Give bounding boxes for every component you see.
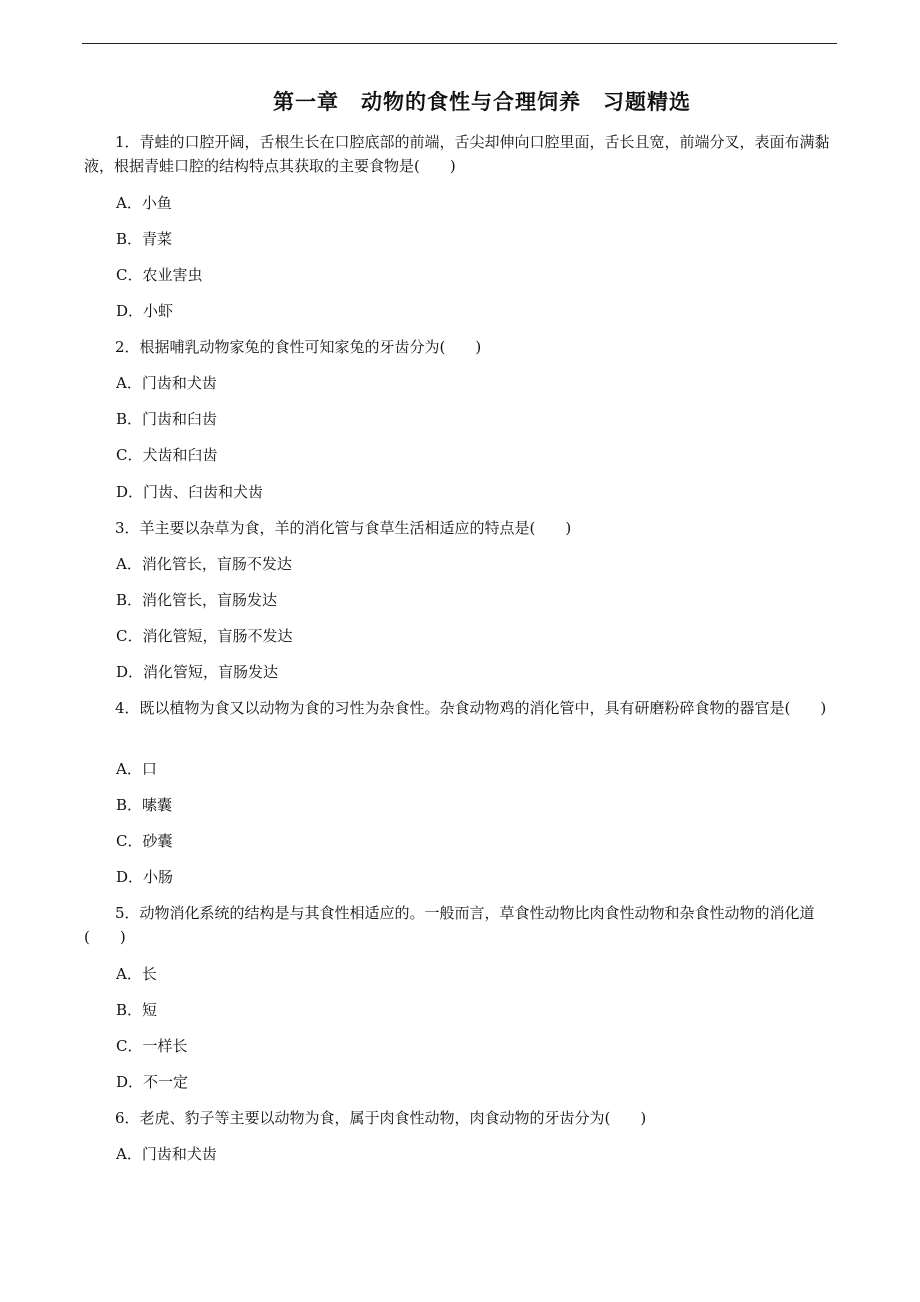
question-1-option-a: A．小鱼 bbox=[116, 194, 172, 212]
question-4-option-c: C．砂囊 bbox=[116, 832, 173, 850]
page-title: 第一章 动物的食性与合理饲养 习题精选 bbox=[273, 90, 691, 114]
question-1-option-d: D．小虾 bbox=[116, 302, 174, 320]
question-4-option-b: B．嗉囊 bbox=[116, 796, 173, 814]
question-5-option-b: B．短 bbox=[116, 1001, 158, 1019]
question-2-option-c: C．犬齿和臼齿 bbox=[116, 446, 218, 464]
question-2-option-a: A．门齿和犬齿 bbox=[116, 374, 217, 392]
question-5-option-a: A．长 bbox=[116, 965, 157, 983]
question-3-option-a: A．消化管长，盲肠不发达 bbox=[116, 555, 292, 573]
question-4-text: 4．既以植物为食又以动物为食的习性为杂食性。杂食动物鸡的消化管中，具有研磨粉碎食物的器官是( ) bbox=[115, 699, 827, 717]
question-6-option-a: A．门齿和犬齿 bbox=[116, 1145, 217, 1163]
question-5-text: 5．动物消化系统的结构是与其食性相适应的。一般而言，草食性动物比肉食性动物和杂食性动物的消化道( ) bbox=[84, 904, 815, 946]
question-5-option-c: C．一样长 bbox=[116, 1037, 188, 1055]
question-5-option-d: D．不一定 bbox=[116, 1073, 189, 1091]
header-rule bbox=[82, 43, 837, 44]
question-3-option-b: B．消化管长，盲肠发达 bbox=[116, 591, 278, 609]
question-2-option-b: B．门齿和臼齿 bbox=[116, 410, 218, 428]
question-3-option-c: C．消化管短，盲肠不发达 bbox=[116, 627, 293, 645]
question-3-option-d: D．消化管短，盲肠发达 bbox=[116, 663, 279, 681]
question-1-text: 1．青蛙的口腔开阔，舌根生长在口腔底部的前端，舌尖却伸向口腔里面，舌长且宽，前端分叉，表面布满黏液，根据青蛙口腔的结构特点其获取的主要食物是( ) bbox=[84, 133, 830, 175]
question-2-text: 2．根据哺乳动物家兔的食性可知家兔的牙齿分为( ) bbox=[115, 338, 482, 356]
question-6-text: 6．老虎、豹子等主要以动物为食，属于肉食性动物，肉食动物的牙齿分为( ) bbox=[115, 1109, 647, 1127]
question-4-option-d: D．小肠 bbox=[116, 868, 174, 886]
question-2-option-d: D．门齿、臼齿和犬齿 bbox=[116, 483, 264, 501]
question-1-option-c: C．农业害虫 bbox=[116, 266, 203, 284]
question-4-option-a: A．口 bbox=[116, 760, 157, 778]
question-3-text: 3．羊主要以杂草为食，羊的消化管与食草生活相适应的特点是( ) bbox=[115, 519, 572, 537]
question-1-option-b: B．青菜 bbox=[116, 230, 173, 248]
